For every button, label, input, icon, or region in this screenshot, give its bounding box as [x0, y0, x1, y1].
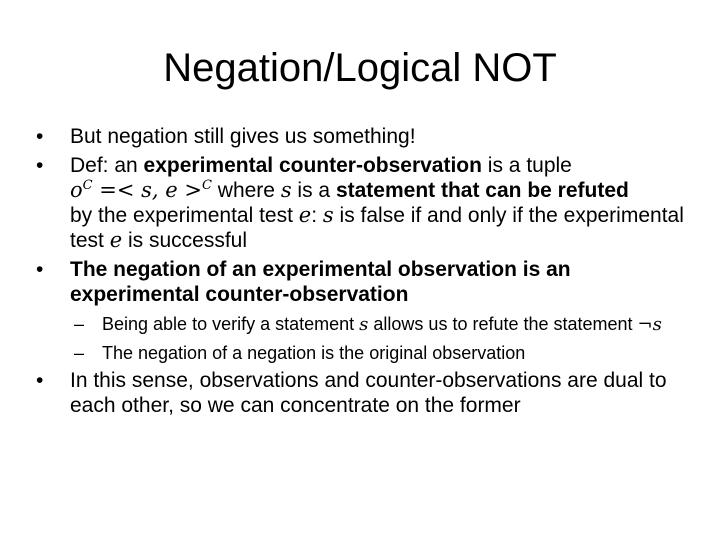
math-tuple: =< s, e >	[92, 178, 202, 202]
definition-text: is successful	[122, 229, 247, 252]
definition-text: is a	[291, 179, 336, 202]
math-superscript: C	[201, 178, 212, 193]
math-s: s	[359, 314, 369, 335]
math-s: s	[322, 203, 334, 227]
math-not-s: ¬s	[637, 314, 662, 335]
sub-bullet-2	[36, 342, 686, 364]
bullet-1	[36, 124, 686, 149]
math-s: s	[280, 178, 292, 202]
definition-term: statement that can be refuted	[335, 179, 629, 202]
dash-marker: –	[74, 343, 85, 363]
dash-marker: –	[74, 314, 85, 334]
definition-text: is a tuple	[481, 154, 572, 177]
bullet-marker: •	[36, 125, 44, 148]
bullet-4-text: In this sense, observations and counter-observations are dual to each other, so we can concentrate on the former	[70, 369, 667, 417]
math-superscript: C	[82, 178, 93, 193]
math-e: e	[109, 228, 123, 252]
definition-text: by the experimental test	[70, 204, 299, 227]
definition-text: :	[311, 204, 323, 227]
slide-title: Negation/Logical NOT	[163, 46, 557, 90]
bullet-1-text: But negation still gives us something!	[70, 125, 416, 148]
definition-text: is false if and only if the experimental test	[70, 204, 684, 252]
bullet-2	[36, 153, 686, 253]
sub-bullet-text: The negation of a negation is the original observation	[102, 343, 526, 363]
slide-body	[36, 124, 686, 422]
bullet-4	[36, 368, 686, 418]
definition-text: where	[211, 179, 281, 202]
bullet-marker: •	[36, 154, 44, 177]
definition-prefix: Def: an	[70, 154, 144, 177]
definition-term: experimental counter-observation	[143, 154, 482, 177]
sub-bullet-text: Being able to verify a statement	[102, 314, 360, 334]
bullet-3-text: The negation of an experimental observation is an experimental counter-observation	[70, 258, 571, 306]
sub-bullet-1	[36, 313, 686, 336]
bullet-3	[36, 257, 686, 307]
bullet-marker: •	[36, 369, 44, 392]
math-e: e	[298, 203, 312, 227]
math-o: o	[70, 178, 83, 202]
bullet-marker: •	[36, 258, 44, 281]
sub-bullet-text: allows us to refute the statement	[368, 314, 638, 334]
